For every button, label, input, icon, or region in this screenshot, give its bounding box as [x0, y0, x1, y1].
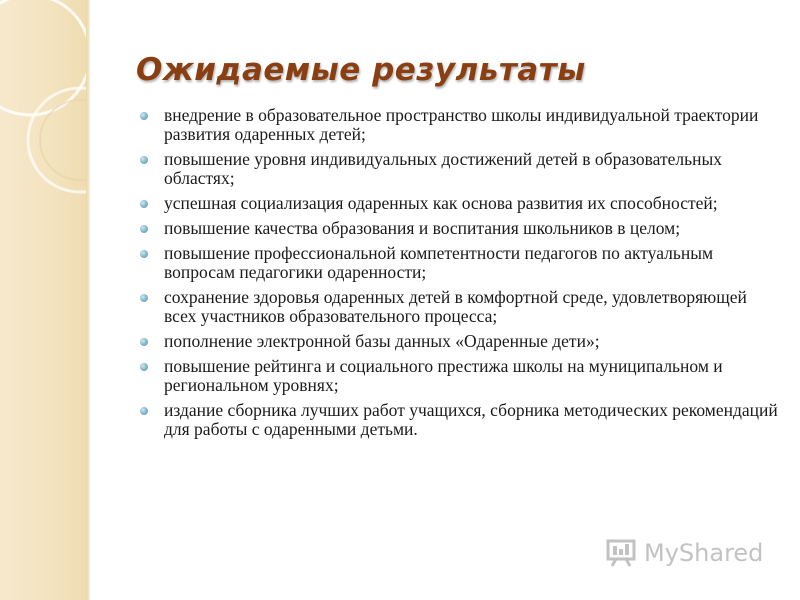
bullet-icon: [140, 294, 148, 302]
list-item-text: сохранение здоровья одаренных детей в комфортной среде, удовлетворяющей всех участников образовательного процесса;: [164, 287, 747, 326]
list-item-text: повышение рейтинга и социального престижа школы на муниципальном и региональном уровнях;: [164, 356, 723, 395]
list-item-text: внедрение в образовательное пространство школы индивидуальной траектории развития одаренных детей;: [164, 105, 759, 144]
bullet-icon: [140, 156, 148, 164]
bullet-icon: [140, 338, 148, 346]
list-item: [140, 332, 780, 351]
list-item: [140, 106, 780, 144]
list-item: [140, 288, 780, 326]
bullet-icon: [140, 200, 148, 208]
list-item: [140, 219, 780, 238]
list-item-text: издание сборника лучших работ учащихся, сборника методических рекомендаций для работы с одаренными детьми.: [164, 400, 778, 439]
list-item-text: повышение уровня индивидуальных достижений детей в образовательных областях;: [164, 149, 723, 188]
watermark: [606, 538, 763, 568]
watermark-text: MyShared: [644, 539, 764, 567]
slide-title: Ожидаемые результаты: [136, 52, 586, 88]
list-item: [140, 357, 780, 395]
list-item-text: пополнение электронной базы данных «Одаренные дети»;: [164, 331, 600, 351]
bullet-icon: [140, 225, 148, 233]
bullet-icon: [140, 363, 148, 371]
bullet-icon: [140, 112, 148, 120]
side-panel-edge: [86, 0, 90, 600]
decorative-side-panel: [0, 0, 86, 600]
list-item: [140, 244, 780, 282]
bullet-icon: [140, 407, 148, 415]
list-item-text: успешная социализация одаренных как основа развития их способностей;: [164, 193, 718, 213]
list-item-text: повышение качества образования и воспитания школьников в целом;: [164, 218, 681, 238]
bullet-list: [140, 106, 780, 445]
list-item: [140, 150, 780, 188]
myshared-logo-icon: [606, 538, 640, 568]
bullet-icon: [140, 250, 148, 258]
decorative-circles-icon: [0, 0, 90, 600]
list-item: [140, 194, 780, 213]
list-item-text: повышение профессиональной компетентности педагогов по актуальным вопросам педагогики одаренности;: [164, 243, 714, 282]
list-item: [140, 401, 780, 439]
